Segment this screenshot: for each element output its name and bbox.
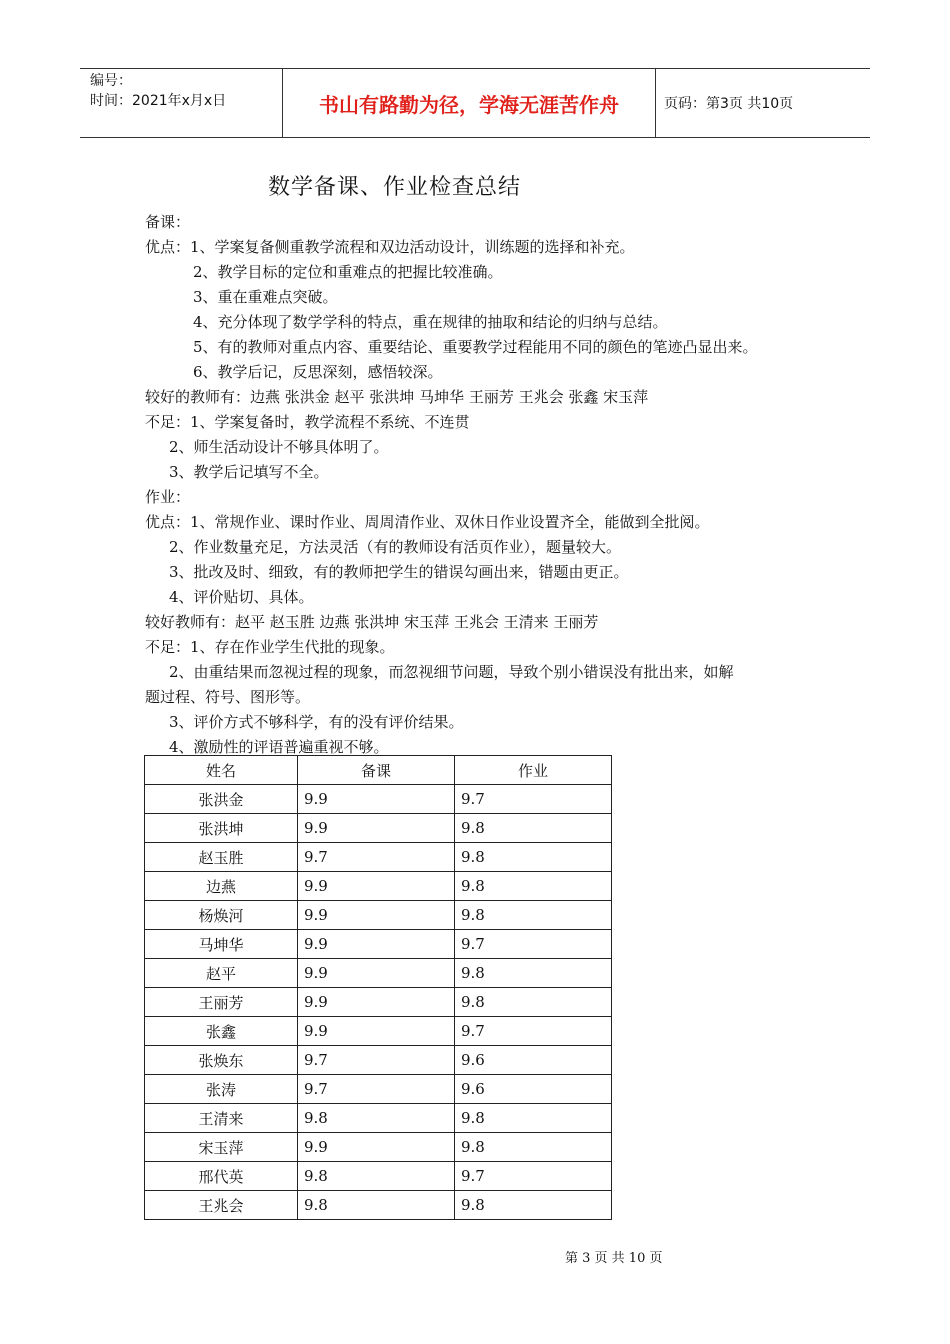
homework-score-cell: 9.8 — [455, 1133, 612, 1162]
prep-score-cell: 9.9 — [298, 959, 455, 988]
teacher-name-cell: 宋玉萍 — [145, 1133, 298, 1162]
time-label: 时间：2021年x月x日 — [90, 93, 227, 109]
text-line: 6、教学后记，反思深刻，感悟较深。 — [193, 363, 443, 381]
text-line: 优点：1、常规作业、课时作业、周周清作业、双休日作业设置齐全，能做到全批阅。 — [145, 513, 710, 531]
column-header-name: 姓名 — [145, 756, 298, 785]
document-title: 数学备课、作业检查总结 — [268, 175, 522, 200]
prep-score-cell: 9.9 — [298, 1017, 455, 1046]
table-row — [145, 901, 612, 930]
text-line: 优点：1、学案复备侧重教学流程和双边活动设计，训练题的选择和补充。 — [145, 238, 635, 256]
header-page-label: 页码：第3页 共10页 — [664, 96, 794, 112]
teacher-name-cell: 赵玉胜 — [145, 843, 298, 872]
text-line: 2、由重结果而忽视过程的现象，而忽视细节问题，导致个别小错误没有批出来，如解 — [169, 663, 734, 681]
page-footer: 第 3 页 共 10 页 — [565, 1251, 663, 1266]
teacher-name-cell: 张焕东 — [145, 1046, 298, 1075]
homework-score-cell: 9.8 — [455, 901, 612, 930]
teacher-name-cell: 张洪金 — [145, 785, 298, 814]
homework-score-cell: 9.8 — [455, 872, 612, 901]
score-table — [144, 755, 612, 1220]
homework-score-cell: 9.7 — [455, 1017, 612, 1046]
column-header-prep: 备课 — [298, 756, 455, 785]
teacher-name-cell: 王清来 — [145, 1104, 298, 1133]
text-line: 4、激励性的评语普遍重视不够。 — [169, 738, 389, 756]
table-row — [145, 988, 612, 1017]
homework-score-cell: 9.8 — [455, 814, 612, 843]
section-heading-prep: 备课： — [145, 213, 191, 231]
teacher-name-cell: 赵平 — [145, 959, 298, 988]
teacher-name-cell: 张涛 — [145, 1075, 298, 1104]
text-line: 4、评价贴切、具体。 — [169, 588, 314, 606]
table-row — [145, 1162, 612, 1191]
prep-score-cell: 9.8 — [298, 1104, 455, 1133]
teacher-name-cell: 邢代英 — [145, 1162, 298, 1191]
prep-score-cell: 9.7 — [298, 843, 455, 872]
text-line: 3、重在重难点突破。 — [193, 288, 338, 306]
homework-score-cell: 9.8 — [455, 1191, 612, 1220]
homework-score-cell: 9.6 — [455, 1075, 612, 1104]
homework-score-cell: 9.8 — [455, 959, 612, 988]
prep-score-cell: 9.9 — [298, 930, 455, 959]
prep-score-cell: 9.7 — [298, 1075, 455, 1104]
prep-score-cell: 9.9 — [298, 872, 455, 901]
table-row — [145, 785, 612, 814]
teacher-name-cell: 张洪坤 — [145, 814, 298, 843]
header-motto: 书山有路勤为径，学海无涯苦作舟 — [282, 69, 656, 137]
table-row — [145, 1191, 612, 1220]
prep-score-cell: 9.9 — [298, 988, 455, 1017]
table-row — [145, 1075, 612, 1104]
teacher-name-cell: 张鑫 — [145, 1017, 298, 1046]
teacher-name-cell: 杨焕河 — [145, 901, 298, 930]
table-row — [145, 1046, 612, 1075]
homework-score-cell: 9.8 — [455, 1104, 612, 1133]
teacher-name-cell: 马坤华 — [145, 930, 298, 959]
table-row — [145, 1017, 612, 1046]
prep-score-cell: 9.7 — [298, 1046, 455, 1075]
table-row — [145, 843, 612, 872]
text-line: 2、作业数量充足，方法灵活（有的教师设有活页作业），题量较大。 — [169, 538, 622, 556]
homework-score-cell: 9.7 — [455, 930, 612, 959]
text-line: 3、评价方式不够科学，有的没有评价结果。 — [169, 713, 464, 731]
homework-score-cell: 9.7 — [455, 785, 612, 814]
table-row — [145, 872, 612, 901]
teacher-name-cell: 边燕 — [145, 872, 298, 901]
prep-score-cell: 9.9 — [298, 785, 455, 814]
text-line: 较好的教师有：边燕 张洪金 赵平 张洪坤 马坤华 王丽芳 王兆会 张鑫 宋玉萍 — [145, 388, 649, 406]
table-row — [145, 1104, 612, 1133]
text-line: 题过程、符号、图形等。 — [145, 688, 311, 706]
text-line: 2、师生活动设计不够具体明了。 — [169, 438, 389, 456]
header-meta — [80, 69, 280, 137]
homework-score-cell: 9.8 — [455, 843, 612, 872]
text-line: 5、有的教师对重点内容、重要结论、重要教学过程能用不同的颜色的笔迹凸显出来。 — [193, 338, 758, 356]
text-line: 3、批改及时、细致，有的教师把学生的错误勾画出来，错题由更正。 — [169, 563, 629, 581]
table-row — [145, 959, 612, 988]
prep-score-cell: 9.8 — [298, 1191, 455, 1220]
table-row — [145, 814, 612, 843]
text-line: 3、教学后记填写不全。 — [169, 463, 329, 481]
homework-score-cell: 9.8 — [455, 988, 612, 1017]
teacher-name-cell: 王兆会 — [145, 1191, 298, 1220]
page-header — [80, 68, 870, 138]
text-line: 不足：1、学案复备时，教学流程不系统、不连贯 — [145, 413, 470, 431]
table-row — [145, 930, 612, 959]
section-heading-homework: 作业： — [145, 488, 191, 506]
homework-score-cell: 9.6 — [455, 1046, 612, 1075]
prep-score-cell: 9.8 — [298, 1162, 455, 1191]
text-line: 2、教学目标的定位和重难点的把握比较准确。 — [193, 263, 503, 281]
table-header-row — [145, 756, 612, 785]
text-line: 不足：1、存在作业学生代批的现象。 — [145, 638, 395, 656]
number-label: 编号： — [90, 73, 132, 89]
column-header-homework: 作业 — [455, 756, 612, 785]
prep-score-cell: 9.9 — [298, 1133, 455, 1162]
table-row — [145, 1133, 612, 1162]
prep-score-cell: 9.9 — [298, 814, 455, 843]
teacher-name-cell: 王丽芳 — [145, 988, 298, 1017]
homework-score-cell: 9.7 — [455, 1162, 612, 1191]
prep-score-cell: 9.9 — [298, 901, 455, 930]
text-line: 4、充分体现了数学学科的特点，重在规律的抽取和结论的归纳与总结。 — [193, 313, 668, 331]
text-line: 较好教师有：赵平 赵玉胜 边燕 张洪坤 宋玉萍 王兆会 王清来 王丽芳 — [145, 613, 599, 631]
